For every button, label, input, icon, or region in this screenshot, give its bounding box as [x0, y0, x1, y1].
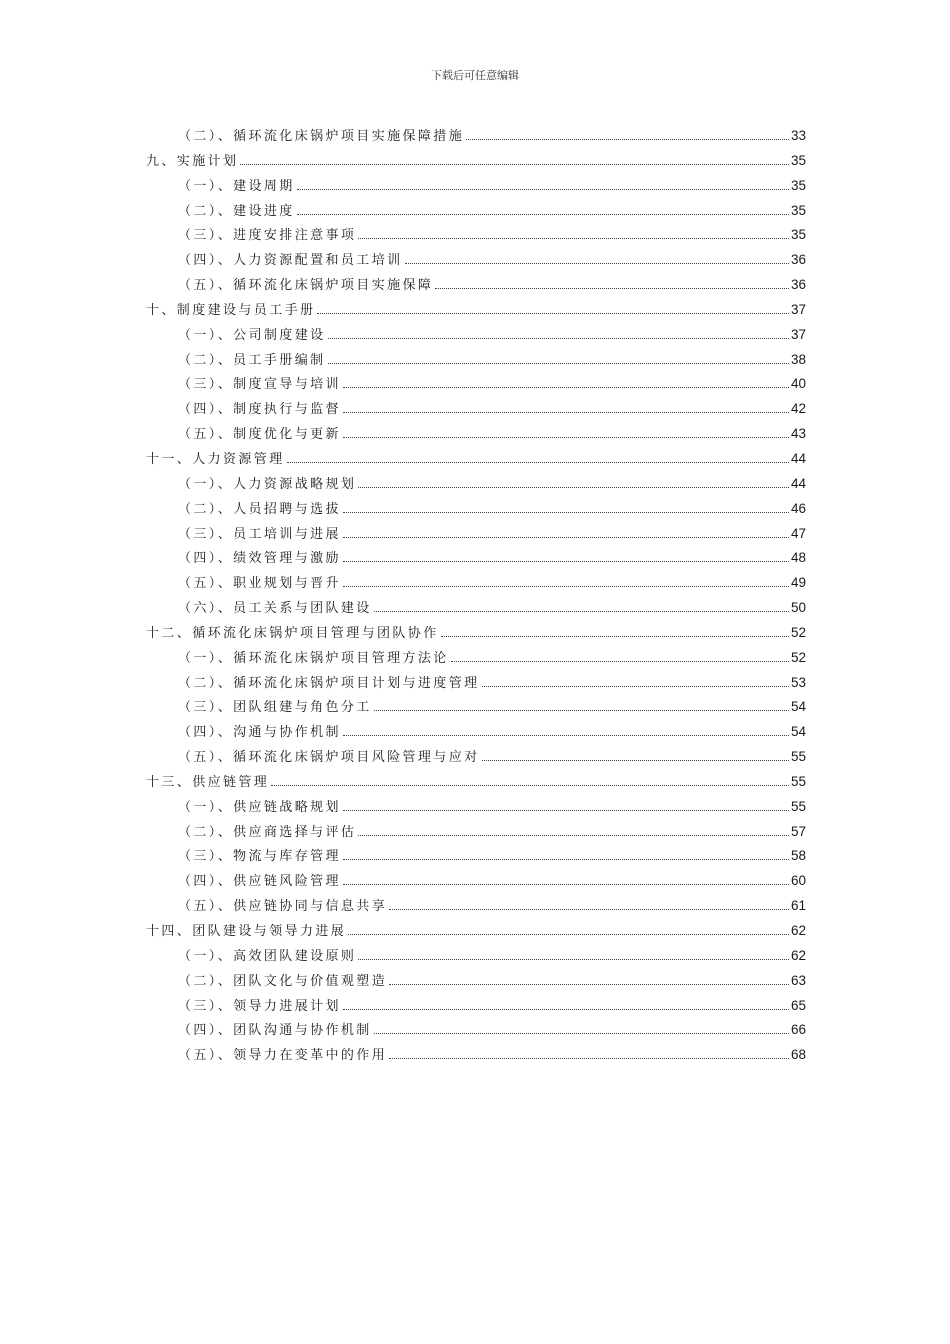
toc-dot-leader	[343, 412, 789, 413]
toc-section-entry[interactable]	[146, 547, 806, 572]
toc-dot-leader	[389, 984, 789, 985]
toc-dot-leader	[389, 1058, 789, 1059]
toc-page-number: 52	[790, 649, 806, 665]
toc-dot-leader	[482, 760, 789, 761]
toc-section-entry[interactable]	[146, 249, 806, 274]
toc-page-number: 46	[790, 500, 806, 516]
toc-page-number: 62	[790, 947, 806, 963]
toc-dot-leader	[435, 288, 789, 289]
toc-entry-label: （二）、供应商选择与评估	[178, 824, 357, 840]
toc-entry-label: （三）、领导力进展计划	[178, 998, 341, 1014]
toc-entry-label: （二）、循环流化床锅炉项目实施保障措施	[178, 129, 465, 144]
toc-page-number: 52	[790, 624, 806, 640]
toc-chapter-entry[interactable]	[146, 448, 806, 473]
toc-page-number: 49	[790, 575, 806, 591]
toc-section-entry[interactable]	[146, 870, 806, 895]
toc-section-entry[interactable]	[146, 224, 806, 249]
toc-section-entry[interactable]	[146, 175, 806, 200]
toc-page-number: 54	[790, 699, 806, 715]
toc-section-entry[interactable]	[146, 473, 806, 498]
toc-dot-leader	[343, 1009, 789, 1010]
toc-dot-leader	[240, 164, 789, 165]
toc-entry-label: （四）、团队沟通与协作机制	[178, 1023, 372, 1039]
toc-dot-leader	[374, 1033, 789, 1034]
toc-dot-leader	[451, 661, 789, 662]
toc-section-entry[interactable]	[146, 696, 806, 721]
toc-page-number: 61	[790, 898, 806, 914]
toc-entry-label: （一）、高效团队建设原则	[178, 948, 357, 964]
toc-dot-leader	[348, 934, 789, 935]
toc-page-number: 62	[790, 923, 806, 938]
toc-page-number: 37	[790, 301, 806, 317]
toc-section-entry[interactable]	[146, 995, 806, 1020]
toc-section-entry[interactable]	[146, 523, 806, 548]
toc-entry-label: （五）、职业规划与晋升	[178, 576, 341, 592]
toc-page-number: 60	[790, 873, 806, 889]
toc-page-number: 40	[790, 376, 806, 392]
toc-section-entry[interactable]	[146, 498, 806, 523]
toc-entry-label: （二）、人员招聘与选拔	[178, 501, 341, 517]
toc-dot-leader	[374, 611, 789, 612]
toc-page-number: 63	[790, 972, 806, 988]
toc-entry-label: 十、制度建设与员工手册	[146, 302, 316, 318]
toc-entry-label: 十一、人力资源管理	[146, 451, 285, 467]
toc-section-entry[interactable]	[146, 945, 806, 970]
toc-page-number: 58	[790, 848, 806, 864]
toc-page-number: 37	[790, 326, 806, 342]
toc-dot-leader	[343, 810, 789, 811]
toc-entry-label: （四）、人力资源配置和员工培训	[178, 253, 403, 269]
toc-section-entry[interactable]	[146, 398, 806, 423]
toc-page-number: 36	[790, 277, 806, 293]
toc-section-entry[interactable]	[146, 1044, 806, 1069]
toc-chapter-entry[interactable]	[146, 622, 806, 647]
toc-dot-leader	[343, 735, 789, 736]
toc-dot-leader	[405, 263, 789, 264]
toc-section-entry[interactable]	[146, 349, 806, 374]
toc-section-entry[interactable]	[146, 796, 806, 821]
toc-entry-label: （五）、领导力在变革中的作用	[178, 1048, 388, 1064]
toc-page-number: 57	[790, 823, 806, 839]
toc-section-entry[interactable]	[146, 125, 806, 150]
toc-entry-label: （六）、员工关系与团队建设	[178, 601, 372, 617]
toc-entry-label: （五）、循环流化床锅炉项目风险管理与应对	[178, 750, 480, 766]
toc-dot-leader	[343, 512, 789, 513]
toc-section-entry[interactable]	[146, 821, 806, 846]
toc-dot-leader	[317, 313, 789, 314]
page-header-note: 下载后可任意编辑	[431, 69, 519, 82]
toc-dot-leader	[358, 959, 789, 960]
toc-dot-leader	[374, 710, 789, 711]
toc-page-number: 33	[790, 128, 806, 143]
toc-chapter-entry[interactable]	[146, 150, 806, 175]
toc-dot-leader	[358, 238, 789, 239]
toc-entry-label: （四）、供应链风险管理	[178, 874, 341, 890]
toc-page-number: 55	[790, 749, 806, 765]
toc-dot-leader	[328, 338, 789, 339]
toc-dot-leader	[441, 636, 789, 637]
toc-dot-leader	[482, 686, 789, 687]
toc-dot-leader	[358, 487, 789, 488]
toc-dot-leader	[343, 537, 789, 538]
toc-page-number: 55	[790, 798, 806, 814]
toc-page-number: 44	[790, 475, 806, 491]
toc-page-number: 44	[790, 450, 806, 466]
toc-entry-label: （一）、人力资源战略规划	[178, 476, 357, 492]
toc-section-entry[interactable]	[146, 1019, 806, 1044]
toc-section-entry[interactable]	[146, 423, 806, 448]
toc-entry-label: （四）、绩效管理与激励	[178, 551, 341, 567]
toc-page-number: 54	[790, 724, 806, 740]
toc-section-entry[interactable]	[146, 274, 806, 299]
toc-entry-label: 九、实施计划	[146, 153, 239, 169]
table-of-contents	[146, 125, 806, 1069]
toc-entry-label: （二）、循环流化床锅炉项目计划与进度管理	[178, 675, 480, 691]
toc-page-number: 53	[790, 674, 806, 690]
toc-entry-label: （三）、物流与库存管理	[178, 849, 341, 865]
toc-entry-label: （四）、沟通与协作机制	[178, 725, 341, 741]
toc-page-number: 35	[790, 202, 806, 218]
toc-entry-label: 十二、循环流化床锅炉项目管理与团队协作	[146, 625, 439, 641]
toc-page-number: 66	[790, 1022, 806, 1038]
toc-dot-leader	[343, 884, 789, 885]
toc-dot-leader	[343, 387, 789, 388]
toc-dot-leader	[297, 189, 789, 190]
toc-entry-label: （三）、制度宣导与培训	[178, 377, 341, 393]
toc-dot-leader	[343, 586, 789, 587]
toc-entry-label: （四）、制度执行与监督	[178, 402, 341, 418]
toc-entry-label: （五）、循环流化床锅炉项目实施保障	[178, 278, 434, 294]
toc-dot-leader	[389, 909, 789, 910]
toc-page-number: 35	[790, 227, 806, 243]
toc-page-number: 38	[790, 351, 806, 367]
toc-entry-label: （三）、员工培训与进展	[178, 526, 341, 542]
toc-page-number: 42	[790, 401, 806, 417]
toc-dot-leader	[343, 437, 789, 438]
toc-entry-label: （一）、循环流化床锅炉项目管理方法论	[178, 650, 449, 666]
toc-dot-leader	[297, 214, 789, 215]
toc-section-entry[interactable]	[146, 647, 806, 672]
toc-dot-leader	[466, 139, 789, 140]
toc-page-number: 35	[790, 152, 806, 168]
toc-chapter-entry[interactable]	[146, 771, 806, 796]
toc-entry-label: （三）、团队组建与角色分工	[178, 700, 372, 716]
toc-entry-label: （二）、建设进度	[178, 203, 295, 219]
toc-section-entry[interactable]	[146, 373, 806, 398]
toc-entry-label: 十四、团队建设与领导力进展	[146, 924, 347, 939]
toc-entry-label: （一）、供应链战略规划	[178, 799, 341, 815]
toc-page-number: 47	[790, 525, 806, 541]
toc-dot-leader	[358, 835, 789, 836]
toc-entry-label: （五）、供应链协同与信息共享	[178, 899, 388, 915]
toc-dot-leader	[287, 462, 789, 463]
toc-entry-label: （五）、制度优化与更新	[178, 427, 341, 443]
toc-section-entry[interactable]	[146, 200, 806, 225]
toc-section-entry[interactable]	[146, 572, 806, 597]
toc-section-entry[interactable]	[146, 895, 806, 920]
toc-entry-label: （二）、员工手册编制	[178, 352, 326, 368]
toc-page-number: 43	[790, 426, 806, 442]
toc-section-entry[interactable]	[146, 970, 806, 995]
toc-section-entry[interactable]	[146, 324, 806, 349]
toc-page-number: 65	[790, 997, 806, 1013]
toc-chapter-entry[interactable]	[146, 920, 806, 945]
toc-page-number: 36	[790, 252, 806, 268]
toc-page-number: 48	[790, 550, 806, 566]
toc-page-number: 35	[790, 177, 806, 193]
toc-section-entry[interactable]	[146, 672, 806, 697]
toc-dot-leader	[343, 859, 789, 860]
toc-chapter-entry[interactable]	[146, 299, 806, 324]
toc-section-entry[interactable]	[146, 597, 806, 622]
toc-entry-label: （二）、团队文化与价值观塑造	[178, 973, 388, 989]
toc-page-number: 68	[790, 1047, 806, 1063]
toc-entry-label: （三）、进度安排注意事项	[178, 228, 357, 244]
toc-entry-label: （一）、建设周期	[178, 178, 295, 194]
toc-page-number: 50	[790, 600, 806, 616]
toc-section-entry[interactable]	[146, 721, 806, 746]
toc-dot-leader	[343, 561, 789, 562]
toc-section-entry[interactable]	[146, 746, 806, 771]
toc-entry-label: （一）、公司制度建设	[178, 327, 326, 343]
toc-section-entry[interactable]	[146, 845, 806, 870]
toc-entry-label: 十三、供应链管理	[146, 774, 270, 790]
toc-dot-leader	[271, 785, 789, 786]
toc-page-number: 55	[790, 773, 806, 789]
toc-dot-leader	[328, 363, 789, 364]
